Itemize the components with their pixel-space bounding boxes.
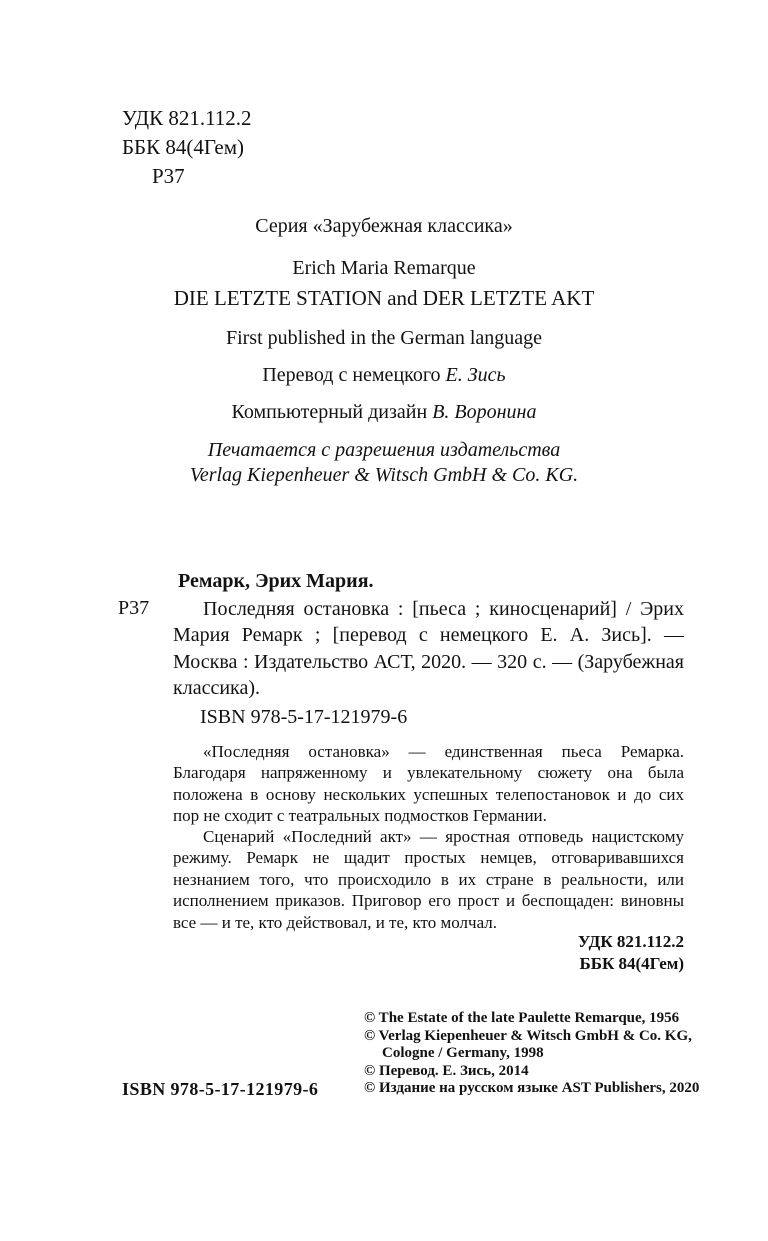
bbk-code: ББК 84(4Гем) — [122, 135, 245, 159]
copyright-line: © Verlag Kiepenheuer & Witsch GmbH & Co. KG, — [364, 1027, 692, 1044]
permission-publisher-name: Verlag Kiepenheuer & Witsch GmbH & Co. KG. — [189, 464, 579, 486]
first-published-note: First published in the German language — [225, 327, 543, 349]
footer-isbn: ISBN 978-5-17-121979-6 — [122, 1079, 319, 1099]
author-sign-code: Р37 — [152, 164, 185, 188]
designer-name: В. Воронина — [432, 401, 537, 423]
annotation-paragraph-1: «Последняя остановка» — единственная пьеса Ремарка. Благодаря напряженному и увлекательному сюжету она была положена в основу нескольких успешных телепостановок и до сих пор не сходит с театральных подмостков Германии. — [173, 742, 684, 826]
permission-note: Печатается с разрешения издательства — [207, 439, 561, 461]
translator-name: Е. Зись — [445, 364, 506, 386]
annotation-bbk-code: ББК 84(4Гем) — [579, 954, 684, 973]
copyright-block — [364, 1010, 704, 1098]
copyright-line: © The Estate of the late Paulette Remarque, 1956 — [364, 1010, 680, 1026]
copyright-line: © Издание на русском языке AST Publishers, 2020 — [364, 1080, 700, 1097]
catalog-author-heading: Ремарк, Эрих Мария. — [178, 570, 374, 592]
design-credit — [0, 400, 768, 424]
copyright-line: © Перевод. Е. Зись, 2014 — [364, 1062, 529, 1079]
annotation-codes-block — [384, 931, 684, 975]
classification-codes-block — [122, 104, 252, 191]
udk-code: УДК 821.112.2 — [122, 106, 252, 130]
design-credit-label: Компьютерный дизайн — [231, 401, 428, 423]
author-name-latin: Erich Maria Remarque — [292, 257, 476, 279]
copyright-line-continuation: Cologne / Germany, 1998 — [382, 1045, 544, 1062]
catalog-author-sign: Р37 — [118, 597, 150, 619]
series-title: Серия «Зарубежная классика» — [255, 215, 513, 237]
annotation-udk-code: УДК 821.112.2 — [577, 932, 684, 951]
translation-credit-label: Перевод с немецкого — [262, 364, 441, 386]
catalog-isbn: ISBN 978-5-17-121979-6 — [200, 706, 408, 728]
translation-credit — [0, 363, 768, 387]
catalog-description: Последняя остановка : [пьеса ; киносценарий] / Эрих Мария Ремарк ; [перевод с немецкого Е. А. Зись]. — Москва : Издательство АСТ, 2020. — 320 с. — (Зарубежная классика). — [173, 598, 684, 699]
annotation-paragraph-2: Сценарий «Последний акт» — яростная отповедь нацистскому режиму. Ремарк не щадит простых немцев, отговаривавшихся незнанием того, что происходило в их стране в реальности, или исполнением приказов. Приговор его прост и беспощаден: виновны все — и те, кто действовал, и те, кто молчал. — [173, 827, 684, 932]
original-title: DIE LETZTE STATION and DER LETZTE AKT — [173, 286, 595, 310]
